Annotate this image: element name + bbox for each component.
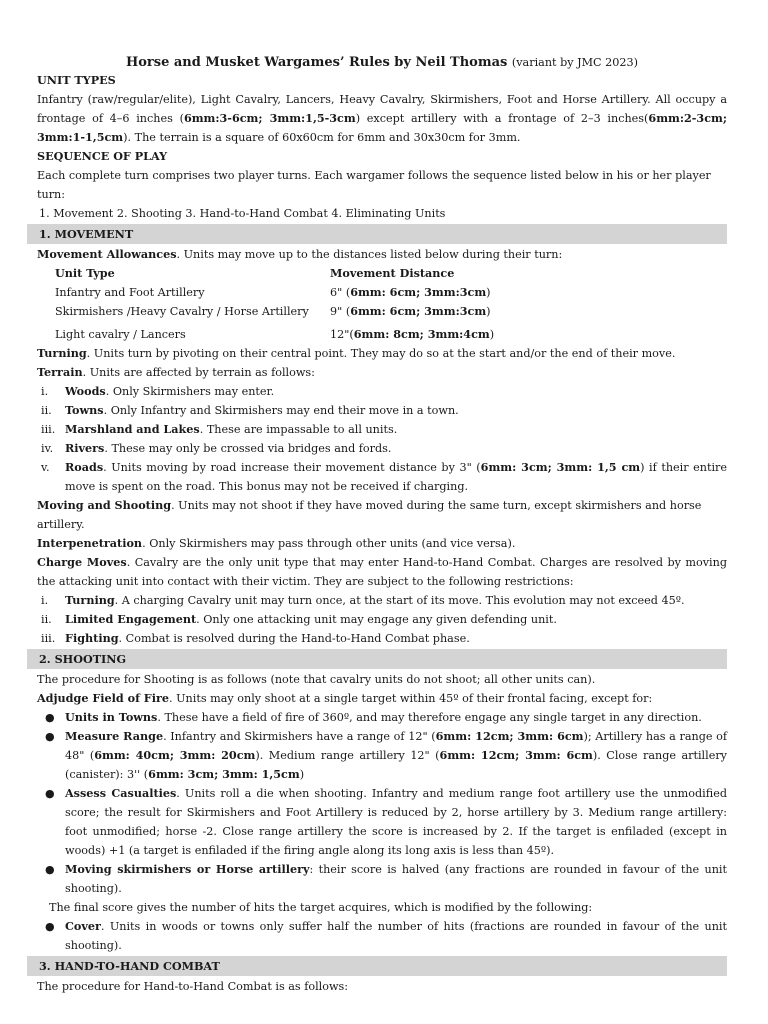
col-movement-distance: Movement Distance <box>330 266 455 280</box>
list-item: i. Turning. A charging Cavalry unit may turn once, at the start of its move. This evolution may not exceed 45º. <box>41 593 685 607</box>
unit-types-paragraph: Infantry (raw/regular/elite), Light Cavalry, Lancers, Heavy Cavalry, Skirmishers, Foot and Horse Artillery. All occupy a frontage of 4–6 inches (6mm:3-6cm; 3mm:1,5-3cm) except artillery with a frontage of 2–3 inches(6mm:2-3cm; 3mm:1-1,5cm). The terrain is a square of 60x60cm for 6mm and 30x30cm for 3mm. <box>37 93 727 144</box>
list-item: ● Assess Casualties. Units roll a die when shooting. Infantry and medium range foot artillery use the unmodified score; the result for Skirmishers and Foot Artillery is reduced by 2, horse artillery by 3. Medium range artillery: foot unmodified; horse -2. Close range artillery the score is increased by 2. If the target is enfiladed (except in woods) +1 (a target is enfiladed if the firing angle along its long axis is less than 45º). <box>45 786 727 857</box>
list-item: i. Woods. Only Skirmishers may enter. <box>41 384 275 398</box>
sequence-paragraph: Each complete turn comprises two player turns. Each wargamer follows the sequence listed below in his or her player turn: <box>37 169 711 201</box>
list-item: ● Measure Range. Infantry and Skirmishers have a range of 12" (6mm: 12cm; 3mm: 6cm); Artillery has a range of 48" (6mm: 40cm; 3mm: 20cm). Medium range artillery 12" (6mm: 12cm; 3mm: 6cm). Close range artillery (canister): 3'' (6mm: 3cm; 3mm: 1,5cm) <box>45 729 728 781</box>
section-bar-movement: 1. MOVEMENT <box>27 224 727 244</box>
table-row: Infantry and Foot Artillery 6" (6mm: 6cm; 3mm:3cm) <box>55 285 491 299</box>
list-item: ii. Limited Engagement. Only one attacking unit may engage any given defending unit. <box>41 612 557 626</box>
unit-types-heading: UNIT TYPES <box>37 73 116 87</box>
title-subtitle: (variant by JMC 2023) <box>511 56 639 69</box>
charge-list <box>37 591 727 648</box>
bullet-icon: ● <box>45 730 55 743</box>
list-item: ● Units in Towns. These have a field of fire of 360º, and may therefore engage any single target in any direction. <box>37 708 727 727</box>
table-row: Light cavalry / Lancers 12"(6mm: 8cm; 3mm:4cm) <box>55 327 495 341</box>
shooting-intro: The procedure for Shooting is as follows (note that cavalry units do not shoot; all other units can). <box>37 673 596 686</box>
list-item: iv. Rivers. These may only be crossed via bridges and fords. <box>41 441 392 455</box>
section-bar-hand-to-hand: 3. HAND-TO-HAND COMBAT <box>27 956 727 976</box>
sequence-heading: SEQUENCE OF PLAY <box>37 149 168 163</box>
bullet-icon: ● <box>45 711 55 724</box>
field-of-fire-rule: Adjudge Field of Fire. Units may only shoot at a single target within 45º of their frontal facing, except for: <box>37 691 653 705</box>
movement-table-header <box>55 264 727 283</box>
turning-rule: Turning. Units turn by pivoting on their central point. They may do so at the start and/or the end of their move. <box>37 346 676 360</box>
list-item: ii. Towns. Only Infantry and Skirmishers may end their move in a town. <box>41 403 459 417</box>
cover-list <box>37 917 727 955</box>
charge-moves-rule: Charge Moves. Cavalry are the only unit type that may enter Hand-to-Hand Combat. Charges are resolved by moving the attacking unit into contact with their victim. They are subject to the following restrictions: <box>37 555 727 588</box>
list-item: iii. Marshland and Lakes. These are impassable to all units. <box>41 422 398 436</box>
bullet-icon: ● <box>45 920 55 933</box>
section-bar-shooting: 2. SHOOTING <box>27 649 727 669</box>
interpenetration-rule: Interpenetration. Only Skirmishers may pass through other units (and vice versa). <box>37 536 516 550</box>
moving-shooting-rule: Moving and Shooting. Units may not shoot if they have moved during the same turn, except skirmishers and horse artillery. <box>37 498 702 531</box>
shooting-list <box>37 708 727 898</box>
h2h-intro: The procedure for Hand-to-Hand Combat is as follows: <box>37 980 349 993</box>
bullet-icon: ● <box>45 787 55 800</box>
list-item: ● Moving skirmishers or Horse artillery: their score is halved (any fractions are rounded in favour of the unit shooting). <box>45 862 727 895</box>
terrain-list <box>37 382 727 496</box>
rules-page <box>37 52 727 996</box>
list-item: ● Cover. Units in woods or towns only suffer half the number of hits (fractions are rounded in favour of the unit shooting). <box>45 919 727 952</box>
movement-table <box>55 264 727 344</box>
list-item: v. Roads. Units moving by road increase their movement distance by 3" (6mm: 3cm; 3mm: 1,5 cm) if their entire move is spent on the road. This bonus may not be received if charging. <box>41 460 728 493</box>
table-row: Skirmishers /Heavy Cavalry / Horse Artillery 9" (6mm: 6cm; 3mm:3cm) <box>55 304 491 318</box>
sequence-steps: 1. Movement 2. Shooting 3. Hand-to-Hand Combat 4. Eliminating Units <box>39 207 446 220</box>
final-score-text: The final score gives the number of hits the target acquires, which is modified by the following: <box>49 901 593 914</box>
page-title <box>37 52 727 74</box>
title-main: Horse and Musket Wargames’ Rules by Neil Thomas <box>125 55 508 70</box>
bullet-icon: ● <box>45 863 55 876</box>
movement-allowances: Movement Allowances. Units may move up to the distances listed below during their turn: <box>37 247 563 261</box>
terrain-rule: Terrain. Units are affected by terrain as follows: <box>37 365 315 379</box>
list-item: iii. Fighting. Combat is resolved during the Hand-to-Hand Combat phase. <box>41 631 470 645</box>
col-unit-type: Unit Type <box>55 266 115 280</box>
